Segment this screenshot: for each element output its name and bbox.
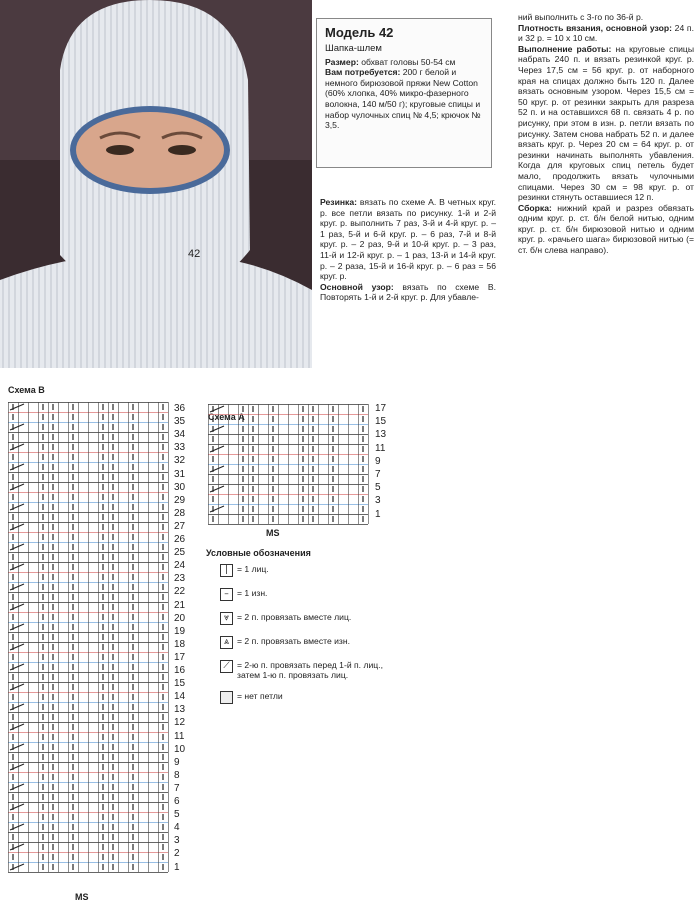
size-label: Размер:	[325, 56, 359, 67]
cross-mark	[10, 804, 24, 810]
cross-mark	[10, 824, 24, 830]
row-number: 15	[375, 416, 387, 428]
legend-title: Условные обозначения	[206, 548, 311, 558]
row-number: 15	[174, 678, 186, 690]
cross-mark	[10, 704, 24, 710]
cross-mark	[210, 506, 224, 512]
row-number: 20	[174, 612, 186, 624]
row-number: 3	[375, 495, 381, 507]
legend-item-no-stitch	[220, 691, 392, 704]
scheme-a-title: Схема А	[208, 412, 245, 422]
cross-mark	[210, 466, 224, 472]
row-number: 19	[174, 625, 186, 637]
k2tog-symbol-icon: ⩔	[220, 612, 233, 625]
legend-text: = 1 изн.	[237, 588, 268, 598]
row-number: 17	[375, 403, 387, 414]
row-number: 27	[174, 520, 186, 532]
main-pattern-text: вязать по схеме В. Повторять 1-й и 2-й круг. р. Для убавле-	[320, 281, 496, 303]
materials-text: 200 г белой и немного бирюзовой пряжи New Cotton (60% хлопка, 40% микро-фазерного волокна, 140 м/50 г); круговые спицы и набор чулочных спиц № 4,5; крючок № 3,5.	[325, 67, 481, 131]
row-number: 35	[174, 416, 186, 428]
legend-text: = 1 лиц.	[237, 564, 269, 574]
row-number: 36	[174, 403, 186, 414]
cross-mark	[10, 844, 24, 850]
cross-mark	[10, 624, 24, 630]
assembly-label: Сборка:	[518, 202, 552, 213]
legend-text: = 2-ю п. провязать перед 1-й п. лиц., затем 1-ю п. провязать лиц.	[237, 660, 383, 680]
cross-mark	[10, 564, 24, 570]
cross-mark	[10, 724, 24, 730]
row-number: 22	[174, 586, 186, 598]
scheme-a-ms: MS	[266, 528, 280, 538]
gridB-svg	[8, 402, 169, 873]
no-stitch-symbol-icon	[220, 691, 233, 704]
model-info-box	[316, 18, 492, 168]
photo-watermark: 42	[188, 248, 201, 260]
row-number: 29	[174, 494, 186, 506]
legend-text: = 2 п. провязать вместе изн.	[237, 636, 351, 646]
row-number: 9	[174, 756, 180, 768]
row-number: 11	[174, 730, 185, 742]
row-number: 33	[174, 442, 186, 454]
cross-mark	[10, 424, 24, 430]
materials-line	[325, 67, 483, 131]
instructions-middle	[320, 197, 496, 303]
purl-symbol-icon: –	[220, 588, 233, 601]
legend-item-knit	[220, 564, 392, 577]
row-number: 6	[174, 796, 180, 807]
cross-mark	[10, 444, 24, 450]
row-number: 13	[174, 704, 186, 716]
materials-label: Вам потребуется:	[325, 67, 401, 78]
scheme-b-title: Схема В	[8, 385, 45, 395]
cross-mark	[10, 744, 24, 750]
main-pattern-label: Основной узор:	[320, 281, 394, 292]
row-number: 21	[174, 599, 186, 611]
row-number: 16	[174, 665, 186, 676]
legend-item-k2tog	[220, 612, 392, 625]
cross-mark	[10, 644, 24, 650]
model-title: Модель 42	[325, 25, 394, 40]
size-line	[325, 57, 483, 68]
cross-mark	[10, 524, 24, 530]
row-number: 13	[375, 429, 387, 441]
row-number: 9	[375, 455, 381, 467]
cross-mark	[210, 406, 224, 412]
legend-item-cross	[220, 660, 392, 680]
rib-label: Резинка:	[320, 197, 357, 207]
cross-mark	[10, 404, 24, 410]
cross-mark	[10, 684, 24, 690]
scheme-b-grid	[8, 402, 169, 878]
continued-text: ний выполнить с 3-го по 36-й р.	[518, 12, 644, 22]
cross-mark	[210, 426, 224, 432]
density-text: 24 п. и 32 р. = 10 х 10 см.	[518, 22, 694, 44]
work-label: Выполнение работы:	[518, 43, 612, 54]
row-number: 5	[174, 809, 180, 821]
row-number: 34	[174, 429, 186, 441]
cross-mark	[10, 664, 24, 670]
row-number: 24	[174, 560, 186, 572]
cross-symbol-icon: ⟋	[220, 660, 233, 673]
photo-balaclava	[0, 0, 312, 368]
instructions-right	[518, 12, 694, 256]
row-number: 12	[174, 717, 186, 729]
row-number: 28	[174, 507, 186, 519]
density-label: Плотность вязания, основной узор:	[518, 22, 672, 33]
row-number: 25	[174, 547, 186, 559]
row-number: 11	[375, 442, 386, 454]
size-text: обхват головы 50-54 см	[358, 56, 456, 67]
row-number: 2	[174, 848, 180, 860]
row-number: 23	[174, 573, 186, 585]
assembly-text: нижний край и разрез обвязать одним круг. р. ст. б/н белой нитью, одним круг. р. ст. б/н бирюзовой нитью и одним круг. р. «рачьего шага» бирюзовой нитью (= ст. б/н слева направо).	[518, 202, 694, 256]
legend-item-purl	[220, 588, 392, 601]
row-number: 1	[375, 508, 381, 520]
cross-mark	[10, 504, 24, 510]
scheme-a-grid	[208, 404, 369, 530]
cross-mark	[210, 446, 224, 452]
p2tog-symbol-icon: ⩓	[220, 636, 233, 649]
cross-mark	[10, 464, 24, 470]
cross-mark	[10, 864, 24, 870]
row-number: 10	[174, 743, 186, 755]
cross-mark	[10, 784, 24, 790]
cross-mark	[210, 486, 224, 492]
model-name: Шапка-шлем	[325, 43, 382, 54]
row-number: 7	[174, 782, 180, 794]
row-number: 17	[174, 651, 186, 663]
cross-mark	[10, 764, 24, 770]
rib-text: вязать по схеме А. В четных круг. р. все петли вязать по рисунку. 1-й и 2-й круг. р. выполнить 7 раз, 3-й и 4-й круг. р. – 1 раз, 5-й и 6-й круг. р. – 6 раз, 7-й и 8-й круг. р. – 2 раз, 9-й и 10-й круг. р. – 3 раз, 11-й и 12-й круг. р. – 1 раз, 13-й и 14-й круг. р. – 2 раза, 15-й и 16-й круг. р. – 6 раз = 56 круг. р.	[320, 197, 496, 282]
row-number: 32	[174, 455, 186, 467]
legend-text: = нет петли	[237, 691, 283, 701]
scheme-b-ms: MS	[75, 892, 89, 902]
cross-mark	[10, 604, 24, 610]
row-number: 31	[174, 468, 186, 480]
legend-item-p2tog	[220, 636, 392, 649]
row-number: 30	[174, 481, 186, 493]
cross-mark	[10, 584, 24, 590]
legend-text: = 2 п. провязать вместе лиц.	[237, 612, 352, 622]
row-number: 5	[375, 482, 381, 494]
legend	[206, 548, 392, 715]
row-number: 1	[174, 861, 180, 873]
row-number: 8	[174, 769, 180, 781]
row-number: 4	[174, 822, 180, 834]
work-text: на круговые спицы набрать 240 п. и вязать резинкой круг. р. Через 17,5 см = 56 круг. р. от наборного края на спицах должно быть 120 п. Далее вязать основным узором. Через 15,5 см = 50 круг. р. от резинки закрыть для разреза 52 п. и на оставшихся 68 п. связать 4 р. по рисунку, при этом в изн. р. петли вязать по рисунку. Затем снова набрать 52 п. и далее вязать круг. р. Через 20 см = 64 круг. р. от резинки начинать выполнять убавления. Когда для круговых спиц петель будет мало, продолжить вязать чулочными спицами. Через 30 см = 98 круг. р. от резинки стянуть оставшиеся 12 п.	[518, 43, 695, 203]
row-number: 3	[174, 835, 180, 847]
cross-mark	[10, 484, 24, 490]
row-number: 18	[174, 638, 186, 650]
row-number: 7	[375, 469, 381, 480]
row-number: 26	[174, 534, 186, 545]
cross-mark	[10, 544, 24, 550]
gridA-svg	[208, 404, 369, 525]
knit-symbol-icon: |	[220, 564, 233, 577]
row-number: 14	[174, 691, 186, 703]
